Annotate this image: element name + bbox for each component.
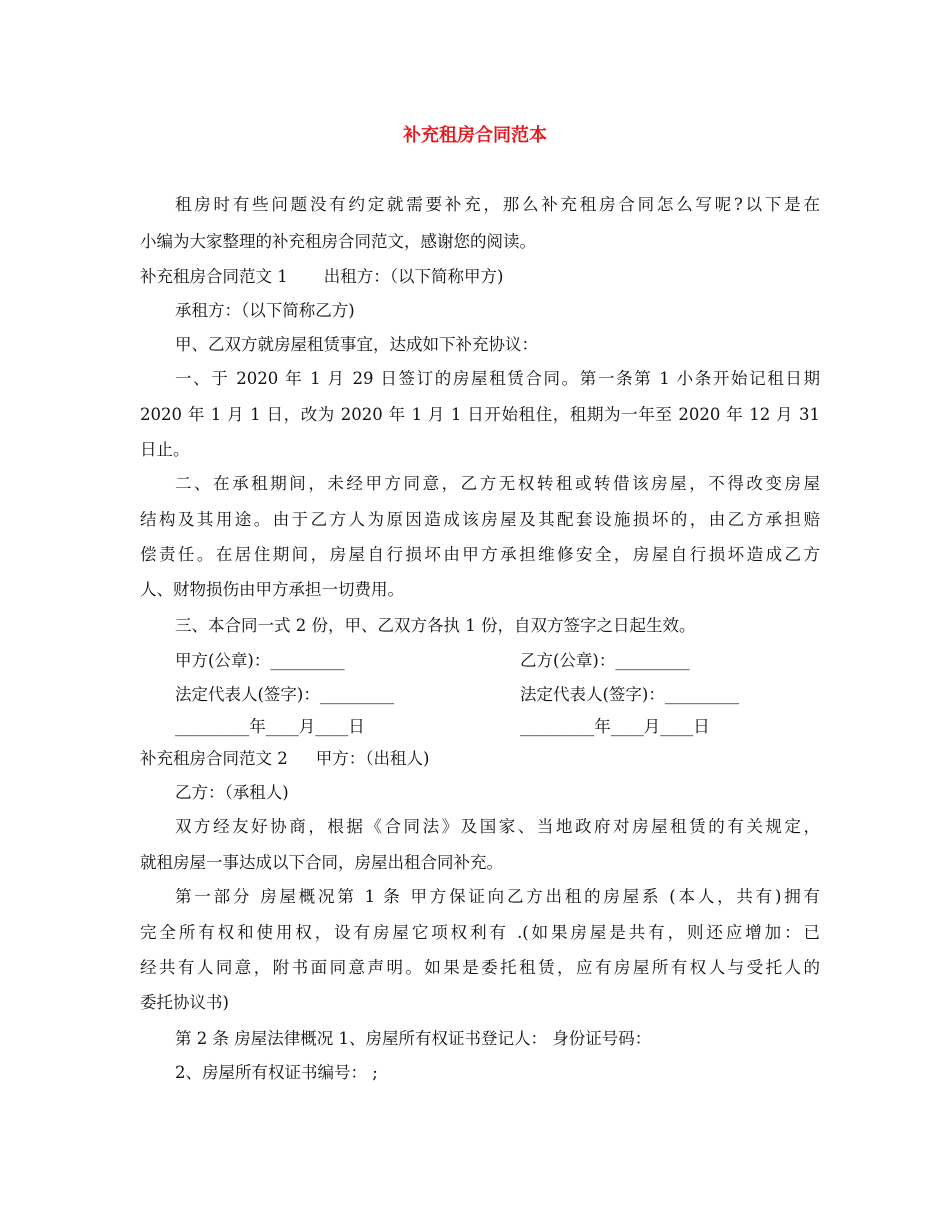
intro-line-1: 租房时有些问题没有约定就需要补充，那么补充租房合同怎么写呢?以下是在 (175, 195, 820, 214)
clause1-line-2: 2020 年 1 月 1 日，改为 2020 年 1 月 1 日开始租住，租期为一年至 2020 年 12 月 31 (140, 405, 820, 424)
clause2-line-3: 偿责任。在居住期间，房屋自行损坏由甲方承担维修安全，房屋自行损坏造成乙方 (140, 545, 820, 564)
clause1-line-1: 一、于 2020 年 1 月 29 日签订的房屋租赁合同。第一条第 1 小条开始记租日期 (175, 369, 820, 388)
party-a-representative: 法定代表人(签字)：_________ (175, 685, 395, 704)
sample2-p2-line-3: 经共有人同意，附书面同意声明。如果是委托租赁，应有房屋所有权人与受托人的 (140, 958, 820, 977)
sample2-p1-line-2: 就租房屋一事达成以下合同，房屋出租合同补充。 (140, 853, 503, 872)
clause1-line-3: 日止。 (140, 440, 190, 459)
sample2-p1-line-1: 双方经友好协商，根据《合同法》及国家、当地政府对房屋租赁的有关规定， (175, 817, 820, 836)
party-b-seal: 乙方(公章)：_________ (520, 651, 690, 670)
sample1-heading-row (140, 265, 820, 289)
sample1-lessee: 承租方：（以下简称乙方) (175, 301, 355, 320)
article-2: 第 2 条 房屋法律概况 1、房屋所有权证书登记人： 身份证号码： (175, 1029, 652, 1048)
party-a-date: _________年____月____日 (175, 717, 365, 736)
clause2-line-4: 人、财物损伤由甲方承担一切费用。 (140, 580, 404, 599)
clause2-line-2: 结构及其用途。由于乙方人为原因造成该房屋及其配套设施损坏的，由乙方承担赔 (140, 510, 820, 529)
party-b-representative: 法定代表人(签字)：_________ (520, 685, 740, 704)
sample2-heading: 补充租房合同范文 2 (140, 749, 288, 768)
sample2-p2-line-1: 第一部分 房屋概况第 1 条 甲方保证向乙方出租的房屋系 (本人，共有)拥有 (175, 887, 820, 906)
sample2-party-a: 甲方：（出租人) (315, 749, 430, 768)
sample1-lessor: 出租方：（以下简称甲方) (323, 267, 504, 286)
clause3: 三、本合同一式 2 份，甲、乙双方各执 1 份，自双方签字之日起生效。 (175, 616, 696, 635)
sample1-agreement: 甲、乙双方就房屋租赁事宜，达成如下补充协议： (175, 335, 538, 354)
sample1-heading: 补充租房合同范文 1 (140, 267, 288, 286)
sample2-heading-row (140, 747, 820, 771)
seal-row (175, 649, 820, 673)
sample2-p2-line-2: 完全所有权和使用权，设有房屋它项权利有 .(如果房屋是共有，则还应增加：已 (140, 923, 820, 942)
date-row (175, 715, 820, 739)
party-b-date: _________年____月____日 (520, 717, 710, 736)
sample2-party-b: 乙方：（承租人) (175, 783, 289, 802)
page-title: 补充租房合同范本 (403, 125, 547, 146)
clause2-line-1: 二、在承租期间，未经甲方同意，乙方无权转租或转借该房屋，不得改变房屋 (175, 474, 820, 493)
sample2-p2-line-4: 委托协议书) (140, 993, 229, 1012)
party-a-seal: 甲方(公章)：_________ (175, 651, 345, 670)
intro-line-2: 小编为大家整理的补充租房合同范文，感谢您的阅读。 (140, 232, 536, 251)
representative-row (175, 683, 820, 707)
article-2-item-2: 2、房屋所有权证书编号： ; (175, 1063, 378, 1082)
